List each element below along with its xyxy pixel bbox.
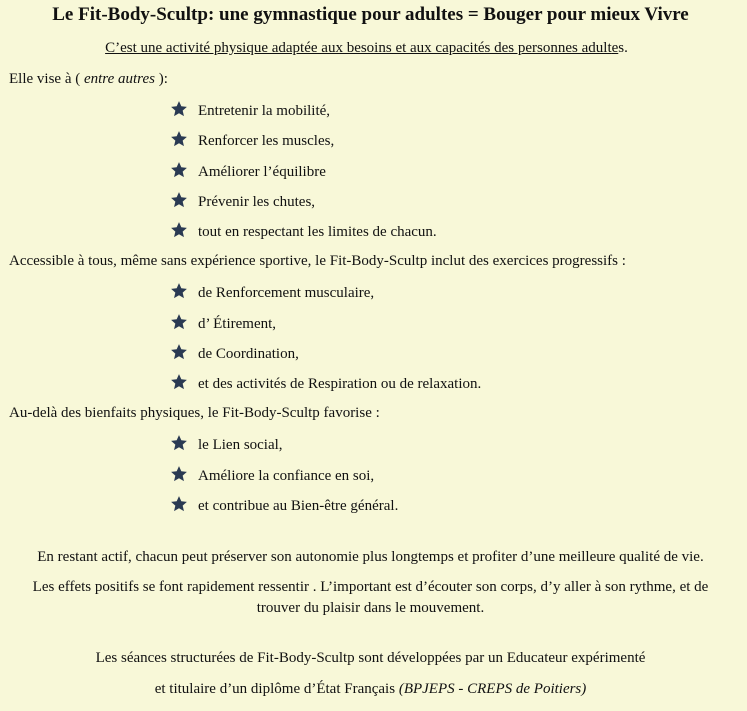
- list-item: [170, 97, 330, 121]
- section1-intro-italic: entre autres: [83, 71, 155, 87]
- page-title: Le Fit-Body-Scultp: une gymnastique pour adultes = Bouger pour mieux Vivre: [52, 4, 689, 25]
- list-item: [170, 188, 315, 212]
- star-icon: [170, 191, 188, 209]
- list-item-label: Entretenir la mobilité,: [198, 102, 331, 119]
- subtitle: [0, 40, 733, 57]
- closing-paragraph-2-line-1: Les effets positifs se font rapidement ressentir . L’important est d’écouter son corps, d’y aller à son rythme, et de: [32, 579, 709, 595]
- star-icon: [170, 221, 188, 239]
- closing-paragraph-1: En restant actif, chacun peut préserver son autonomie plus longtemps et profiter d’une meilleure qualité de vie.: [37, 549, 704, 565]
- star-icon: [170, 100, 188, 118]
- list-item-label: tout en respectant les limites de chacun.: [198, 223, 437, 240]
- star-icon: [170, 465, 188, 483]
- list-item-label: et des activités de Respiration ou de relaxation.: [198, 375, 482, 392]
- closing-paragraph-2-line-2: trouver du plaisir dans le mouvement.: [256, 600, 485, 616]
- list-item-label: d’ Étirement,: [198, 315, 277, 332]
- list-item: [170, 310, 276, 334]
- closing-paragraph-3-line-2: [0, 679, 741, 700]
- credential-note: (BPJEPS - CREPS de Poitiers): [398, 681, 587, 697]
- star-icon: [170, 282, 188, 300]
- list-item-label: et contribue au Bien-être général.: [198, 497, 399, 514]
- list-item: [170, 431, 283, 455]
- list-item: [170, 340, 299, 364]
- star-icon: [170, 161, 188, 179]
- list-item: [170, 218, 437, 242]
- list-item: [170, 158, 326, 182]
- list-item-label: Renforcer les muscles,: [198, 132, 335, 149]
- closing-paragraph-2: [0, 577, 741, 619]
- list-item-label: de Coordination,: [198, 345, 299, 362]
- list-item: [170, 462, 374, 486]
- list-item-label: Prévenir les chutes,: [198, 193, 316, 210]
- list-item-label: Améliore la confiance en soi,: [198, 467, 375, 484]
- section1-intro-end: ):: [154, 71, 168, 87]
- section2-intro: Accessible à tous, même sans expérience sportive, le Fit-Body-Scultp inclut des exercices progressifs :: [9, 253, 626, 269]
- subtitle-underlined: C’est une activité physique adaptée aux besoins et aux capacités des personnes adult: [105, 40, 612, 56]
- star-icon: [170, 495, 188, 513]
- star-icon: [170, 313, 188, 331]
- list-item: [170, 492, 398, 516]
- section1-intro-start: Elle vise à (: [9, 71, 84, 87]
- list-item-label: le Lien social,: [198, 436, 283, 453]
- subtitle-underlined-tail: e: [611, 40, 619, 56]
- list-item: [170, 279, 374, 303]
- subtitle-rest: s.: [618, 40, 628, 56]
- list-item-label: de Renforcement musculaire,: [198, 284, 375, 301]
- closing-paragraph-3-line-1: Les séances structurées de Fit-Body-Scultp sont développées par un Educateur expérimenté: [95, 650, 646, 666]
- list-item: [170, 127, 334, 151]
- list-item-label: Améliorer l’équilibre: [198, 163, 326, 180]
- star-icon: [170, 373, 188, 391]
- list-item: [170, 370, 481, 394]
- star-icon: [170, 434, 188, 452]
- closing-paragraph-3-line-2-start: et titulaire d’un diplôme d’État Français: [154, 681, 399, 697]
- star-icon: [170, 343, 188, 361]
- section1-intro: [9, 71, 168, 88]
- section3-intro: Au-delà des bienfaits physiques, le Fit-Body-Scultp favorise :: [9, 405, 380, 421]
- star-icon: [170, 130, 188, 148]
